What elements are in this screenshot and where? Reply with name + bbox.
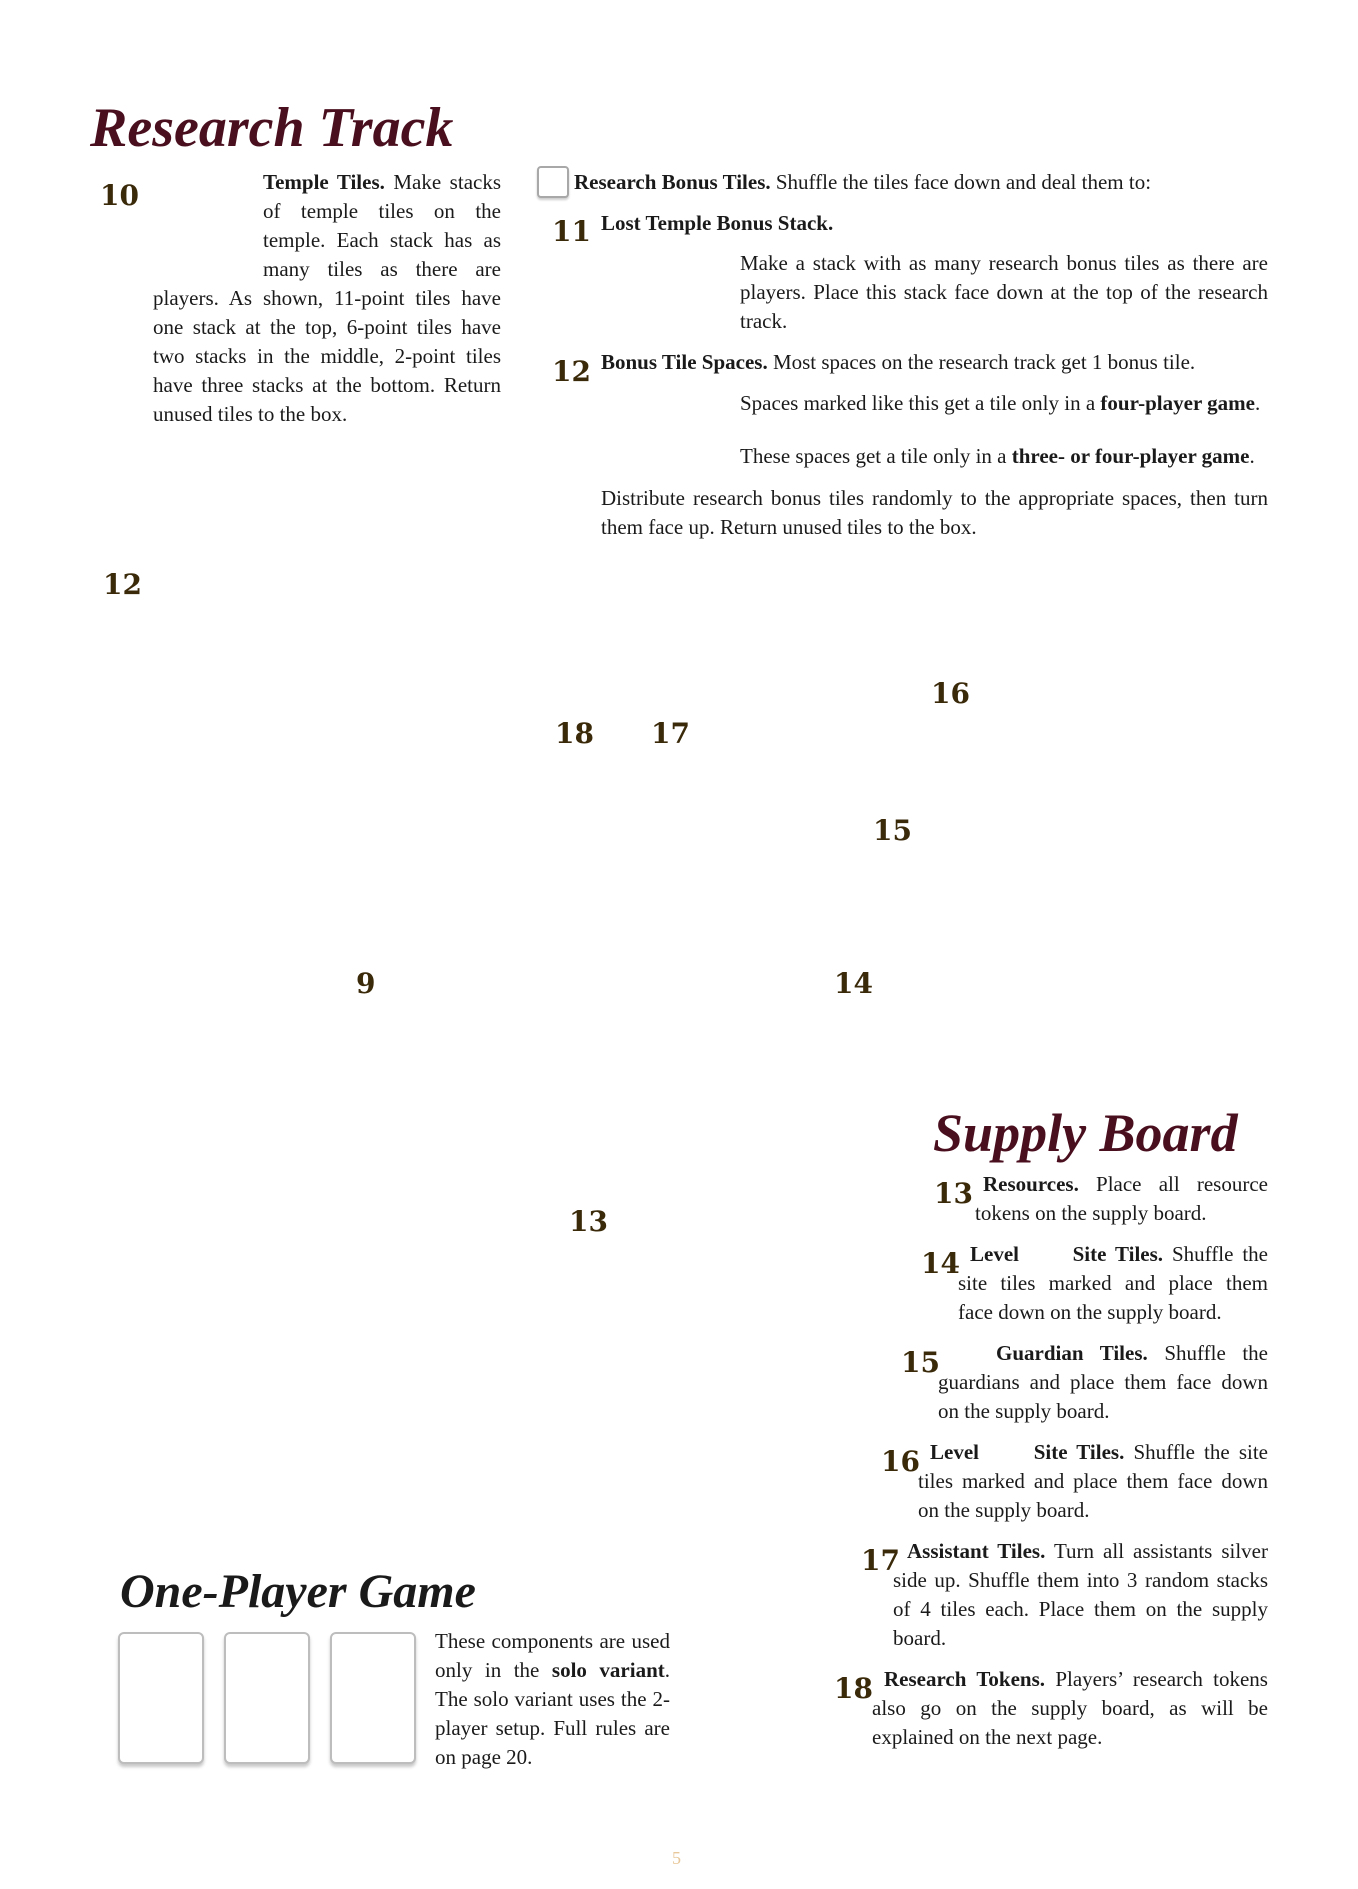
bonus-tile-spaces-line bbox=[601, 348, 1281, 377]
four-player-note-text: Spaces marked like this get a tile only in a bbox=[740, 391, 1101, 415]
solo-card-2 bbox=[224, 1632, 310, 1764]
three-player-note-text: These spaces get a tile only in a bbox=[740, 444, 1012, 468]
map-label-15: 15 bbox=[873, 814, 912, 847]
step-number-10: 10 bbox=[100, 179, 139, 212]
research-bonus-intro bbox=[574, 168, 1294, 197]
supply-resources-body: Place all resource tokens on the supply board. bbox=[975, 1172, 1268, 1225]
supply-number-17: 17 bbox=[861, 1544, 900, 1577]
supply-level2-text bbox=[918, 1438, 1268, 1525]
supply-level1-heading: Site Tiles. bbox=[1072, 1242, 1164, 1266]
supply-guardian-body: Shuffle the guardians and place them face down on the supply board. bbox=[938, 1341, 1268, 1423]
supply-number-18: 18 bbox=[834, 1672, 873, 1705]
supply-assistant-body: Turn all assistants silver side up. Shuffle them into 3 random stacks of 4 tiles each. Place them on the supply board. bbox=[893, 1539, 1269, 1650]
one-player-text-end: . The solo variant uses the 2-player setup. Full rules are on page 20. bbox=[435, 1658, 670, 1769]
supply-board-title: Supply Board bbox=[933, 1103, 1238, 1163]
supply-level2-body: Shuffle the site tiles marked and place them face down on the supply board. bbox=[918, 1440, 1268, 1522]
map-label-18: 18 bbox=[555, 717, 594, 750]
supply-level1-label: Level bbox=[970, 1242, 1019, 1266]
map-label-14: 14 bbox=[834, 967, 873, 1000]
supply-research-tokens-text bbox=[872, 1665, 1268, 1752]
supply-resources-text bbox=[975, 1170, 1268, 1228]
research-bonus-heading: Research Bonus Tiles. bbox=[574, 170, 771, 194]
lost-temple-text: Make a stack with as many research bonus tiles as there are players. Place this stack face down at the top of the research track. bbox=[740, 251, 1268, 333]
solo-card-1 bbox=[118, 1632, 204, 1764]
supply-number-14: 14 bbox=[921, 1247, 960, 1280]
supply-level1-text bbox=[958, 1240, 1268, 1327]
four-player-note bbox=[740, 389, 1300, 418]
solo-variant-bold: solo variant bbox=[551, 1658, 665, 1682]
four-player-note-end: . bbox=[1254, 391, 1261, 415]
supply-level1-body: Shuffle the site tiles marked and place them face down on the supply board. bbox=[958, 1242, 1268, 1324]
lost-temple-heading-line bbox=[601, 209, 1201, 238]
solo-card-3 bbox=[330, 1632, 416, 1764]
supply-resources-heading: Resources. bbox=[983, 1172, 1079, 1196]
supply-research-tokens-body: Players’ research tokens also go on the supply board, as will be explained on the next page. bbox=[872, 1667, 1268, 1749]
one-player-text-start: These components are used only in the bbox=[435, 1629, 670, 1682]
distribute-text: Distribute research bonus tiles randomly to the appropriate spaces, then turn them face up. Return unused tiles to the box. bbox=[601, 486, 1268, 539]
page-number: 5 bbox=[672, 1848, 681, 1868]
map-label-13: 13 bbox=[569, 1205, 608, 1238]
bonus-tile-spaces-heading: Bonus Tile Spaces. bbox=[601, 350, 768, 374]
one-player-text bbox=[435, 1627, 670, 1772]
research-track-title: Research Track bbox=[90, 97, 454, 159]
map-label-9: 9 bbox=[356, 967, 376, 1000]
step-number-12: 12 bbox=[552, 355, 591, 388]
temple-tiles-image-space bbox=[153, 168, 263, 284]
supply-number-16: 16 bbox=[881, 1445, 920, 1478]
map-label-17: 17 bbox=[651, 717, 690, 750]
supply-number-15: 15 bbox=[901, 1346, 940, 1379]
temple-tiles-text: Make stacks of temple tiles on the temple. Each stack has as many tiles as there are players. As shown, 11-point tiles have one stack at the top, 6-point tiles have two stacks in the middle, 2-point tiles have three stacks at the bottom. Return unused tiles to the box. bbox=[153, 170, 502, 426]
map-label-12: 12 bbox=[103, 568, 142, 601]
four-player-game-bold: four-player game bbox=[1100, 391, 1255, 415]
temple-tiles-heading: Temple Tiles. bbox=[263, 170, 385, 194]
supply-level2-heading: Site Tiles. bbox=[1033, 1440, 1125, 1464]
supply-assistant-heading: Assistant Tiles. bbox=[907, 1539, 1046, 1563]
supply-number-13: 13 bbox=[934, 1177, 973, 1210]
supply-guardian-heading: Guardian Tiles. bbox=[996, 1341, 1148, 1365]
three-player-note-end: . bbox=[1249, 444, 1255, 468]
map-label-16: 16 bbox=[931, 677, 970, 710]
bonus-tile-icon bbox=[537, 166, 569, 198]
supply-guardian-text bbox=[938, 1339, 1268, 1426]
supply-research-tokens-heading: Research Tokens. bbox=[884, 1667, 1046, 1691]
research-bonus-intro-text: Shuffle the tiles face down and deal them to: bbox=[770, 170, 1152, 194]
supply-assistant-text bbox=[893, 1537, 1268, 1653]
supply-level2-label: Level bbox=[930, 1440, 979, 1464]
bonus-tile-spaces-text: Most spaces on the research track get 1 bonus tile. bbox=[767, 350, 1196, 374]
temple-tiles-paragraph bbox=[153, 168, 501, 429]
lost-temple-heading: Lost Temple Bonus Stack. bbox=[601, 211, 834, 235]
step-number-11: 11 bbox=[552, 215, 591, 248]
three-player-note bbox=[740, 442, 1300, 471]
three-player-game-bold: three- or four-player game bbox=[1011, 444, 1250, 468]
one-player-title: One-Player Game bbox=[120, 1565, 476, 1618]
